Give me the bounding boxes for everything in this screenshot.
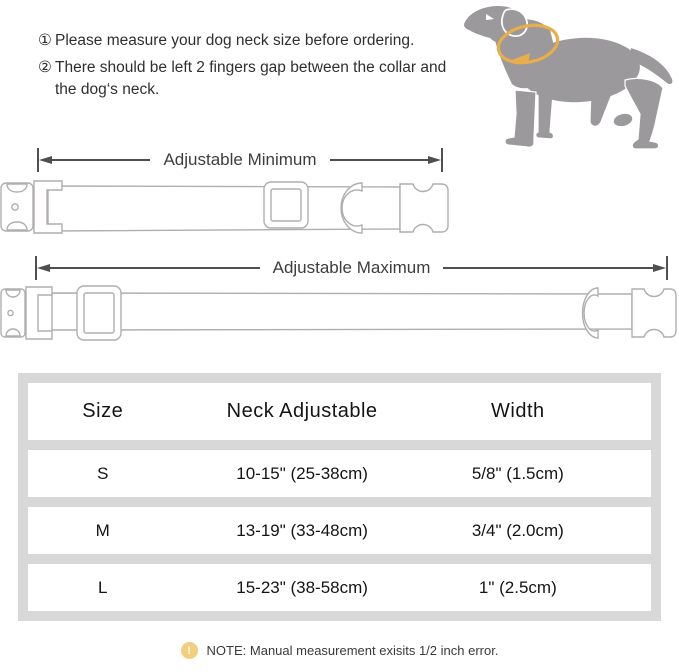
buckle-hole [8,310,13,315]
arrowhead-left-icon [39,156,52,164]
note-row [0,642,679,659]
adjustable-minimum-label: Adjustable Minimum [163,150,317,169]
width-value: 5/8" (1.5cm) [471,463,564,483]
collar-minimum-diagram [0,178,458,240]
neck-adjustable-value: 15-23" (38-58cm) [236,577,368,597]
buckle-hole [12,204,18,210]
size-value: L [98,577,108,597]
circled-number-2: ② [38,59,52,76]
size-value: S [97,463,109,483]
instruction-text-1: Please measure your dog neck size before ordering. [55,32,415,49]
arrowhead-right-icon [653,264,666,272]
collar-maximum-diagram [0,284,679,348]
instruction-text-2: There should be left 2 fingers gap between the collar and the dog‘s neck. [55,59,447,98]
instruction-item-2 [38,57,462,101]
dimension-line [330,159,428,161]
buckle-male-tab-bottom [6,329,20,336]
instruction-item-1 [38,30,462,52]
dog-illustration [450,2,679,155]
neck-adjustable-value: 13-19" (33-48cm) [236,520,368,540]
buckle-male-tab-top [6,290,20,297]
neck-adjustable-value: 10-15" (25-38cm) [236,463,368,483]
dimension-endbar-right [441,148,443,172]
table-header-row [28,383,651,440]
adjustable-maximum-dimension [35,255,668,281]
table-row-l [28,564,651,611]
size-table [18,373,661,621]
buckle-male-tab-bottom [7,222,27,230]
arrowhead-left-icon [37,264,50,272]
column-header-neck-adjustable: Neck Adjustable [226,400,378,422]
adjustable-maximum-label: Adjustable Maximum [272,258,431,277]
table-row-m [28,507,651,554]
note-text: NOTE: Manual measurement exisits 1/2 inch error. [206,643,499,658]
dog-far-hind-paw [612,111,635,128]
dog-far-front-leg [536,94,554,139]
buckle-male-tab-top [7,184,27,192]
arrowhead-right-icon [428,156,441,164]
width-value: 3/4" (2.0cm) [471,520,564,540]
buckle-female [632,289,676,337]
column-header-size: Size [82,400,124,422]
instruction-list [38,30,462,106]
adjustable-minimum-dimension [37,147,443,173]
dimension-line [443,267,653,269]
buckle-female [400,184,448,232]
width-value: 1" (2.5cm) [478,577,557,597]
dog-ear [502,9,527,36]
dimension-line [52,159,150,161]
buckle-bracket [26,287,52,339]
dog-front-leg [505,90,536,147]
dimension-line [50,267,260,269]
dog-hind-leg [625,78,663,149]
table-row-s [28,450,651,497]
size-value: M [95,520,110,540]
exclamation-icon: ! [181,642,198,659]
dimension-endbar-right [666,256,668,280]
circled-number-1: ① [38,32,52,49]
column-header-width: Width [491,400,545,422]
collar-strap [52,293,632,330]
